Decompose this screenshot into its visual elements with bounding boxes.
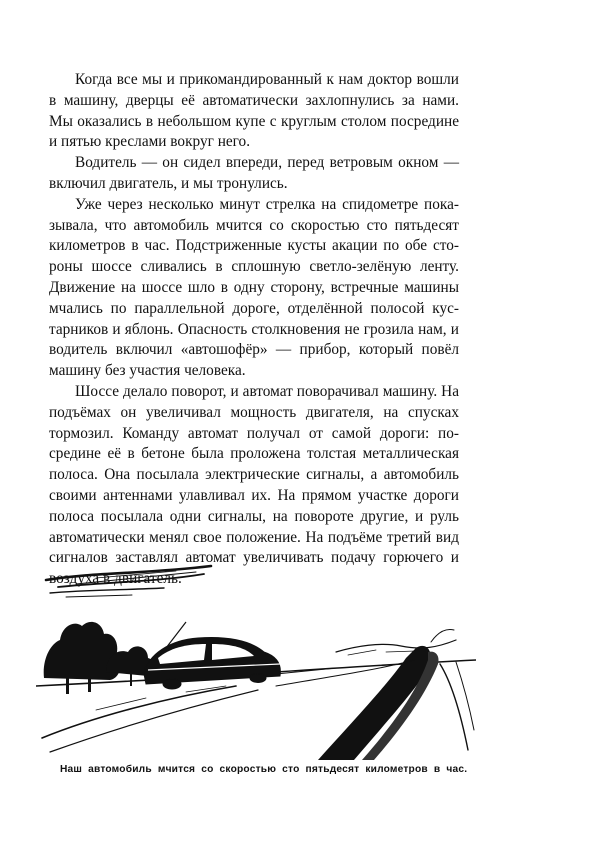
illustration-caption: Наш автомобиль мчится со скоростью сто пятьдесят километров в час. [60, 764, 468, 775]
car [144, 622, 280, 689]
car-on-highway-illustration [36, 560, 476, 760]
sky-strokes [46, 566, 211, 597]
paragraph-2: Водитель — он сидел впереди, перед ветровым окном — включил двигатель, и мы тронулись. [49, 154, 459, 192]
median-bushes [318, 646, 439, 760]
distant-hills [336, 630, 456, 656]
body-text [49, 70, 459, 590]
paragraph-4: Шоссе делало поворот, и автомат поворачивал машину. На подъёмах он увеличивал мощность двигателя, на спусках тормозил. Команду автомат получал от самой дороги: посредине её в бетоне была проложена толстая металлическая полоса. Она посылала электрические сигналы, а автомобиль своими антеннами улавливал их. На прямом участке дороги полоса посылала одни сигналы, на повороте другие, и руль автоматически менял свое положение. На подъёме третий вид сигналов заставлял автомат увеличивать подачу горючего и воздуха в двигатель. [49, 382, 459, 588]
paragraph-1: Когда все мы и прикомандированный к нам доктор вошли в машину, дверцы её автоматически захлопнулись за нами. Мы оказались в небольшом купе с круглым столом посредине и пятью креслами вокруг него. [49, 71, 459, 151]
paragraph-3: Уже через несколько минут стрелка на спидометре показывала, что автомобиль мчится со скоростью сто пятьдесят километров в час. Подстриженные кусты акации по обе стороны шоссе сливались в сплошную светло-зелёную ленту. Движение на шоссе шло в одну сторону, встречные машины мчались по параллельной дороге, отделённой полосой кустарников и яблонь. Опасность столкновения не грозила нам, и водитель включил «автошофёр» — прибор, который повёл машину без участия человека. [49, 195, 459, 380]
